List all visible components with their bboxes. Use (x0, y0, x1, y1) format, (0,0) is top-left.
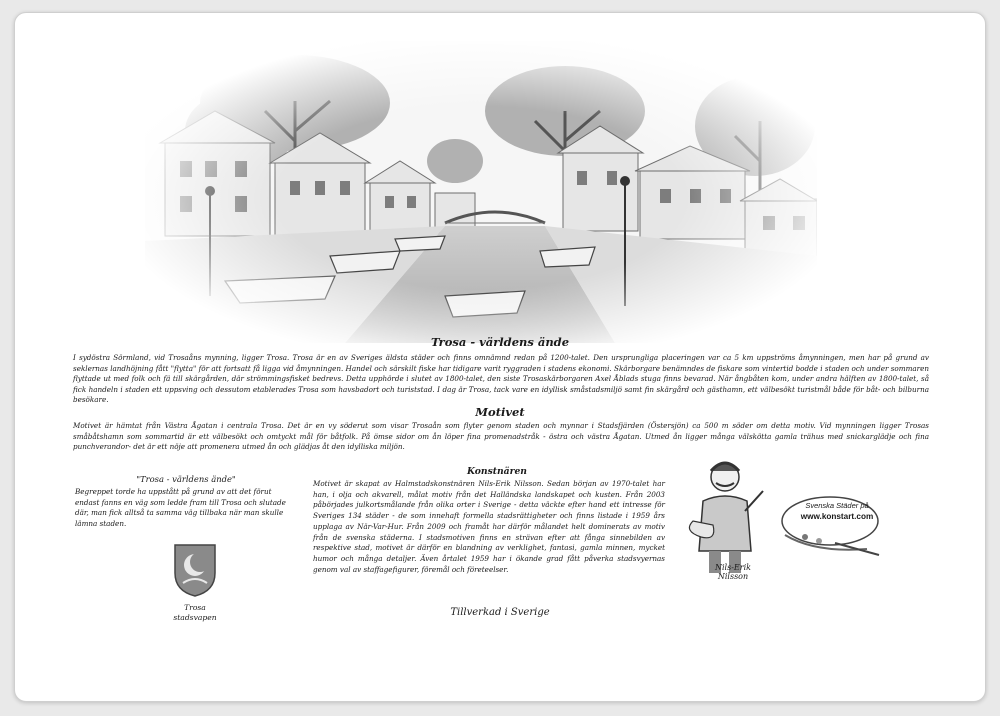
crest-caption-line1: Trosa (184, 603, 206, 612)
intro-paragraph: I sydöstra Sörmland, vid Trosaåns mynning, ligger Trosa. Trosa är en av Sveriges äldsta städer och finns omnämnd redan på 1200-talet. Den ursprungliga placeringen var ca 5 km uppströms åmynningen, men har på grund av seklernas landhöjning fått "flytta" för att fortsatt få ligga vid åmynningen. Handel och särskilt fiske har tidigare varit ryggraden i stadens ekonomi. Skärborgare benämndes de fiskare som vintertid bodde i staden och under sommaren flyttade ut med folk och fä till skärgården, där strömmingsfisket bedrevs. Detta upphörde i slutet av 1800-talet, den siste Trosaskärborgaren Axel Åblads stuga finns bevarad. När ångbåten kom, under andra hälften av 1800-talet, så fick handeln i staden ett uppsving och dessutom etablerades Trosa som havsbadort och turiststad. I dag är Trosa, tack vare en idyllisk småstadsmiljö samt fin skärgård och gästhamn, ett välbesökt turistmål både för båt- och bilburna besökare. (73, 353, 929, 405)
artist-heading: Konstnären (466, 466, 527, 477)
made-in-sweden: Tillverkad i Sverige (450, 607, 550, 618)
logo-url[interactable]: www.konstart.com (800, 512, 874, 521)
logo-top-text: Svenska Städer på (805, 501, 869, 510)
artist-paragraph: Motivet är skapat av Halmstadskonstnären Nils-Erik Nilsson. Sedan början av 1970-talet har han, i olja och akvarell, målat motiv från det Halländska landskapet och kusten. Från 2003 påbörjades julkortsmålande från olika orter i Sverige - detta väckte efter hand ett intresse för Sveriges 134 städer - de som innehaft formella stadsrättigheter och finns listade i 1959 års upplaga av När-Var-Hur. Från 2009 och framåt har därför målandet helt dominerats av motiv från de svenska städerna. I stadsmotiven finns en strävan efter att fånga sinnebilden av respektive stad, motivet är därför en blandning av verklighet, fantasi, gamla minnen, mycket humor och många detaljer. Även årtalet 1959 har i ökande grad fått påverka stadsvyernas genom val av staffagefigurer, föremål och företeelser. (313, 479, 665, 574)
crest-caption-line2: stadsvapen (173, 613, 217, 622)
poster-sheet (14, 12, 986, 702)
artist-signature-line2: Nilsson (717, 572, 749, 581)
trosa-river-illustration (145, 41, 817, 343)
main-title: Trosa - världens ände (430, 335, 570, 349)
artist-caricature-icon (683, 451, 767, 581)
crest-caption (155, 603, 235, 623)
motiv-paragraph: Motivet är hämtat från Västra Ågatan i centrala Trosa. Det är en vy söderut som visar Trosaån som flyter genom staden och mynnar i Stadsfjärden (Östersjön) ca 500 m söder om detta motiv. Vid mynningen ligger Trosas småbåtshamn som sommartid är ett välbesökt och omtyckt mål för båtfolk. På ömse sidor om ån löper fina promenadstråk - östra och västra Ågatan. Utmed ån ligger många välskötta gamla trähus med snickarglädje och fina punchverandor- det är ett nöje att promenera utmed ån och glädjas åt den idylliska miljön. (73, 421, 929, 452)
crescent-moon-shield-icon (173, 543, 217, 597)
quote-paragraph: Begreppet torde ha uppstått på grund av att det förut endast fanns en väg som ledde fram till Trosa och slutade där, man fick alltså ta samma väg tillbaka när man skulle lämna staden. (75, 487, 286, 528)
artist-signature (705, 563, 761, 581)
quote-heading: "Trosa - världens ände" (136, 474, 236, 484)
artist-signature-line1: Nils-Erik (715, 563, 751, 572)
motiv-heading: Motivet (475, 405, 525, 419)
